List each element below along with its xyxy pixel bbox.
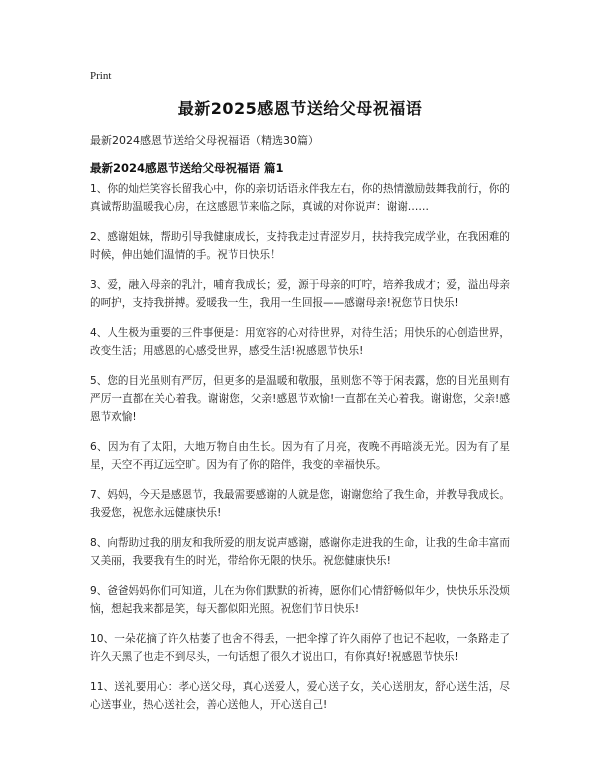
print-label[interactable]: Print <box>90 70 112 82</box>
greeting-item-1: 1、你的灿烂笑容长留我心中，你的亲切话语永伴我左右，你的热情激励鼓舞我前行，你的真诚帮助温暖我心房，在这感恩节来临之际，真诚的对你说声：谢谢…… <box>90 183 510 213</box>
greeting-item-5: 5、您的目光虽则有严厉，但更多的是温暖和敬服，虽则您不等于闲表露，您的目光虽则有严厉一直都在关心着我。谢谢您，父亲!感恩节欢愉!一直都在关心着我。谢谢您，父亲!感恩节欢愉! <box>90 375 510 423</box>
greeting-item-10: 10、一朵花摘了许久枯萎了也舍不得丢，一把伞撑了许久雨停了也记不起收，一条路走了许久天黑了也走不到尽头，一句话想了很久才说出口，有你真好!祝感恩节快乐! <box>90 633 510 663</box>
greeting-item-2: 2、感谢姐妹，帮助引导我健康成长，支持我走过青涩岁月，扶持我完成学业，在我困难的时候，伸出她们温情的手。祝节日快乐！ <box>90 231 510 261</box>
greeting-item-4: 4、人生极为重要的三件事便是：用宽容的心对待世界，对待生活；用快乐的心创造世界，改变生活；用感恩的心感受世界，感受生活!祝感恩节快乐! <box>90 327 510 357</box>
greeting-item-11: 11、送礼要用心：孝心送父母，真心送爱人，爱心送子女，关心送朋友，舒心送生活，尽心送事业，热心送社会，善心送他人，开心送自己! <box>90 681 510 711</box>
greeting-item-3: 3、爱，融入母亲的乳汁，哺育我成长；爱，源于母亲的叮咛，培养我成才；爱，溢出母亲的呵护，支持我拼搏。爱暖我一生，我用一生回报——感谢母亲!祝您节日快乐! <box>90 279 510 309</box>
greeting-item-7: 7、妈妈，今天是感恩节，我最需要感谢的人就是您，谢谢您给了我生命，并教导我成长。我爱您，祝您永远健康快乐! <box>90 489 510 519</box>
document-subtitle: 最新2024感恩节送给父母祝福语（精选30篇） <box>90 134 319 147</box>
page-title: 最新2025感恩节送给父母祝福语 <box>177 99 423 118</box>
greeting-item-6: 6、因为有了太阳，大地万物自由生长。因为有了月亮，夜晚不再暗淡无光。因为有了星星，天空不再辽远空旷。因为有了你的陪伴，我变的幸福快乐。 <box>90 441 510 471</box>
greeting-item-9: 9、爸爸妈妈你们可知道，儿在为你们默默的祈祷，愿你们心情舒畅似年少，快快乐乐没烦恼，想起我来都是笑，每天都似阳光照。祝您们节日快乐! <box>90 585 510 615</box>
section-heading: 最新2024感恩节送给父母祝福语 篇1 <box>90 161 284 175</box>
greeting-list <box>90 180 510 726</box>
greeting-item-8: 8、向帮助过我的朋友和我所爱的朋友说声感谢，感谢你走进我的生命，让我的生命丰富而又美丽，我要我有生的时光，带给你无限的快乐。祝您健康快乐! <box>90 537 510 567</box>
